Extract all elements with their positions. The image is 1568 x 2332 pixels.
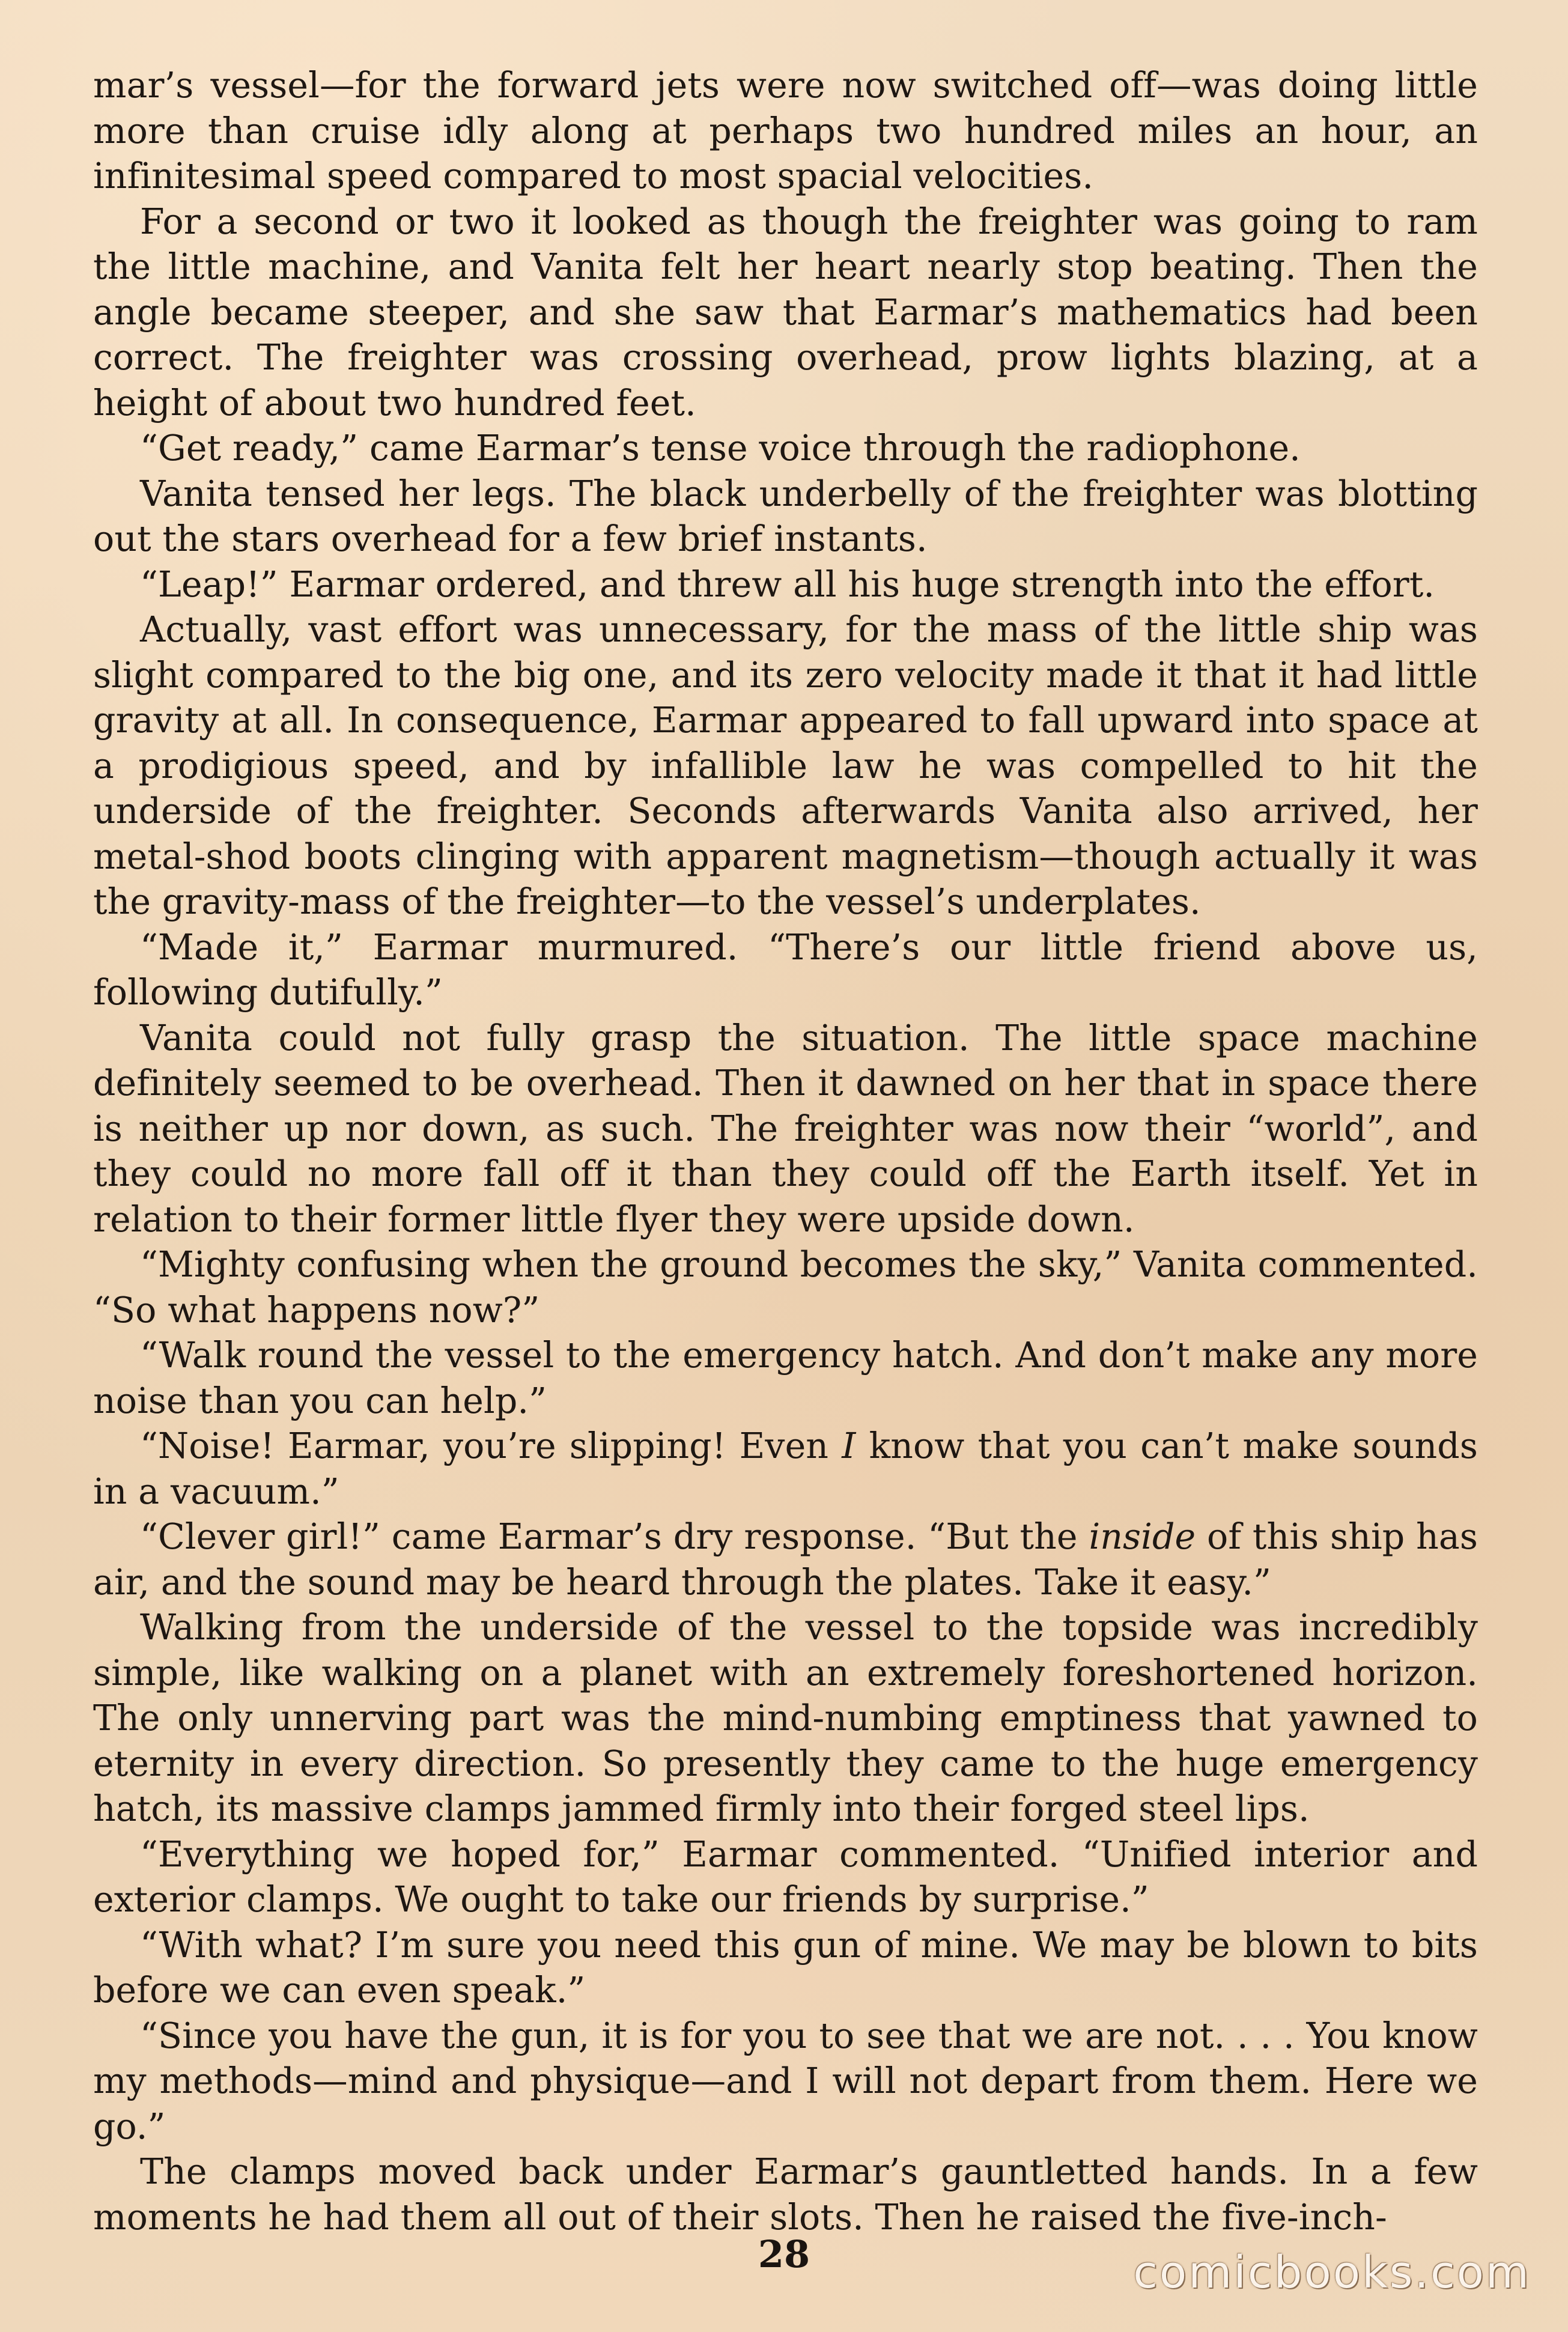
text-run: Vanita tensed her legs. The black underbelly of the freighter was blotting out the stars overhead for a few brief instants. — [93, 473, 1478, 559]
paragraph — [93, 607, 1478, 925]
text-run: “Walk round the vessel to the emergency hatch. And don’t make any more noise than you can help.” — [93, 1335, 1478, 1421]
text-run: of this ship has air, and the sound may be heard through the plates. Take it easy.” — [93, 1516, 1478, 1603]
watermark: comicbooks.com — [1133, 2247, 1531, 2298]
paragraph — [93, 1424, 1478, 1514]
paragraph — [93, 1333, 1478, 1424]
paragraph — [93, 1923, 1478, 2014]
paragraph — [93, 199, 1478, 427]
paragraph — [93, 1016, 1478, 1243]
paragraph — [93, 426, 1478, 472]
text-run: Actually, vast effort was unnecessary, for the mass of the little ship was slight compared to the big one, and its zero velocity made it that it had little gravity at all. In consequence, Earmar appeared to fall upward into space at a prodigious speed, and by infallible law he was compelled to hit the underside of the freighter. Seconds afterwards Vanita also arrived, her metal-shod boots clinging with apparent magnetism—though actually it was the gravity-mass of the freighter—to the vessel’s underplates. — [93, 609, 1478, 922]
paragraph — [93, 1242, 1478, 1333]
paragraph — [93, 2149, 1478, 2238]
paragraph — [93, 1605, 1478, 1832]
body-text — [93, 63, 1478, 2238]
paragraph — [93, 472, 1478, 562]
paragraph — [93, 562, 1478, 608]
text-run: Walking from the underside of the vessel to the topside was incredibly simple, like walking on a planet with an extremely foreshortened horizon. The only unnerving part was the mind-numbing emptiness that yawned to eternity in every direction. So presently they came to the huge emergency hatch, its massive clamps jammed firmly into their forged steel lips. — [93, 1607, 1478, 1829]
text-run: “Everything we hoped for,” Earmar commented. “Unified interior and exterior clamps. We ought to take our friends by surprise.” — [93, 1833, 1478, 1920]
paragraph — [93, 63, 1478, 199]
text-run: For a second or two it looked as though the freighter was going to ram the little machine, and Vanita felt her heart nearly stop beating. Then the angle became steeper, and she saw that Earmar’s mathematics had been correct. The freighter was crossing overhead, prow lights blazing, at a height of about two hundred feet. — [93, 201, 1478, 424]
text-run: “Made it,” Earmar murmured. “There’s our little friend above us, following dutifully.” — [93, 926, 1478, 1013]
paragraph — [93, 1832, 1478, 1923]
emphasis-text: inside — [1089, 1516, 1196, 1557]
text-run: Vanita could not fully grasp the situation. The little space machine definitely seemed to be overhead. Then it dawned on her that in space there is neither up nor down, as such. The freighter was now their “world”, and they could no more fall off it than they could off the Earth itself. Yet in relation to their former little flyer they were upside down. — [93, 1017, 1478, 1240]
text-run: “Leap!” Earmar ordered, and threw all his huge strength into the effort. — [140, 563, 1435, 605]
text-run: “Since you have the gun, it is for you to see that we are not. . . . You know my methods—mind and physique—and I will not depart from them. Here we go.” — [93, 2015, 1478, 2147]
text-run: “Clever girl!” came Earmar’s dry response. “But the — [140, 1516, 1089, 1557]
paragraph — [93, 1514, 1478, 1605]
emphasis-text: I — [842, 1426, 856, 1466]
text-run: “With what? I’m sure you need this gun of mine. We may be blown to bits before we can even speak.” — [93, 1924, 1478, 2011]
text-run: “Get ready,” came Earmar’s tense voice through the radiophone. — [140, 428, 1301, 469]
page-number: 28 — [758, 2232, 810, 2276]
text-run: mar’s vessel—for the forward jets were now switched off—was doing little more than cruise idly along at perhaps two hundred miles an hour, an infinitesimal speed compared to most spacial velocities. — [93, 65, 1478, 196]
paragraph — [93, 925, 1478, 1016]
book-page — [93, 63, 1478, 2238]
text-run: “Mighty confusing when the ground becomes the sky,” Vanita commented. “So what happens now?” — [93, 1244, 1478, 1331]
text-run: know that you can’t make sounds in a vacuum.” — [93, 1426, 1478, 1512]
text-run: “Noise! Earmar, you’re slipping! Even — [140, 1426, 842, 1466]
text-run: The clamps moved back under Earmar’s gauntletted hands. In a few moments he had them all out of their slots. Then he raised the five-inch- — [93, 2151, 1478, 2238]
paragraph — [93, 2014, 1478, 2150]
